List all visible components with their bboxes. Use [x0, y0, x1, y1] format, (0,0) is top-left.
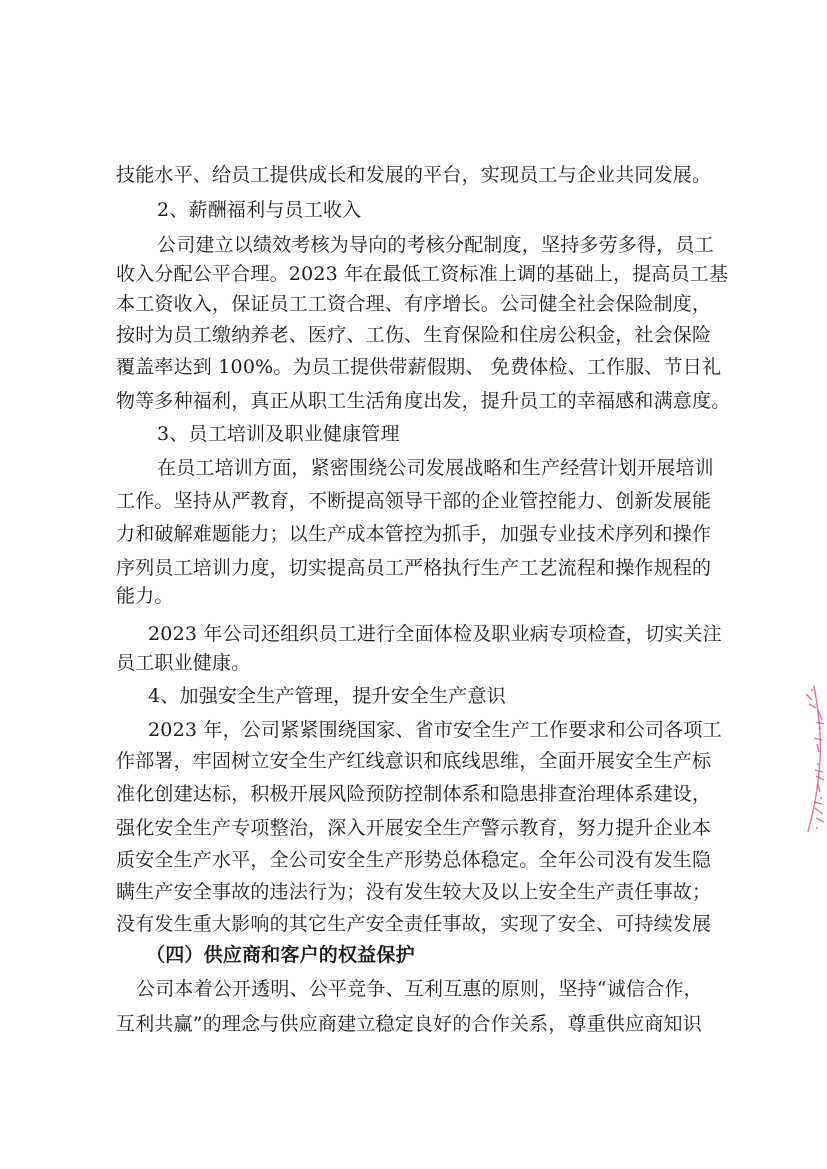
paragraph-first-line: 公司建立以绩效考核为导向的考核分配制度，坚持多劳多得，员工: [157, 234, 714, 256]
company-seal: [800, 680, 827, 840]
paragraph-first-line: 2023 年公司还组织员工进行全面体检及职业病专项检查，切实关注: [148, 623, 722, 645]
section-heading: 3、员工培训及职业健康管理: [157, 423, 400, 445]
body-text-line: 按时为员工缴纳养老、医疗、工伤、生育保险和住房公积金，社会保险: [116, 324, 712, 346]
body-text-line: 本工资收入，保证员工工资合理、有序增长。公司健全社会保险制度，: [116, 293, 712, 315]
body-text-line: 覆盖率达到 100%。为员工提供带薪假期、 免费体检、工作服、节日礼: [116, 356, 722, 378]
body-text-line: 准化创建达标，积极开展风险预防控制体系和隐患排查治理体系建设，: [116, 783, 712, 805]
body-text-line: 没有发生重大影响的其它生产安全责任事故，实现了安全、可持续发展: [116, 913, 712, 935]
section-heading: 2、薪酬福利与员工收入: [157, 199, 362, 221]
body-text-line: 工作。坚持从严教育，不断提高领导干部的企业管控能力、创新发展能: [116, 490, 712, 512]
body-text-line: 物等多种福利，真正从职工生活角度出发，提升员工的幸福感和满意度。: [116, 390, 731, 412]
paragraph-first-line: 2023 年，公司紧紧围绕国家、省市安全生产工作要求和公司各项工: [148, 719, 722, 741]
body-text-line: 互利共赢”的理念与供应商建立稳定良好的合作关系，尊重供应商知识: [116, 1013, 702, 1035]
body-text-line: 能力。: [116, 585, 174, 607]
paragraph-first-line: 在员工培训方面，紧密围绕公司发展战略和生产经营计划开展培训: [157, 457, 714, 479]
body-text-line: 瞒生产安全事故的违法行为；没有发生较大及以上安全生产责任事故；: [116, 881, 712, 903]
body-text-line: 力和破解难题能力；以生产成本管控为抓手，加强专业技术序列和操作: [116, 523, 712, 545]
body-text-line: 质安全生产水平，全公司安全生产形势总体稳定。全年公司没有发生隐: [116, 849, 712, 871]
subsection-heading: （四）供应商和客户的权益保护: [146, 944, 415, 966]
section-heading: 4、加强安全生产管理，提升安全生产意识: [148, 685, 506, 707]
paragraph-first-line: 公司本着公开透明、公平竞争、互利互惠的原则，坚持“诚信合作，: [136, 978, 703, 1000]
body-text-line: 收入分配公平合理。2023 年在最低工资标准上调的基础上，提高员工基: [116, 263, 729, 285]
body-text-line: 员工职业健康。: [116, 652, 251, 674]
body-text-line: 序列员工培训力度，切实提高员工严格执行生产工艺流程和操作规程的: [116, 557, 712, 579]
body-text-line: 技能水平、给员工提供成长和发展的平台，实现员工与企业共同发展。: [116, 164, 712, 186]
body-text-line: 作部署，牢固树立安全生产红线意识和底线思维，全面开展安全生产标: [116, 750, 712, 772]
body-text-line: 强化安全生产专项整治，深入开展安全生产警示教育，努力提升企业本: [116, 817, 712, 839]
